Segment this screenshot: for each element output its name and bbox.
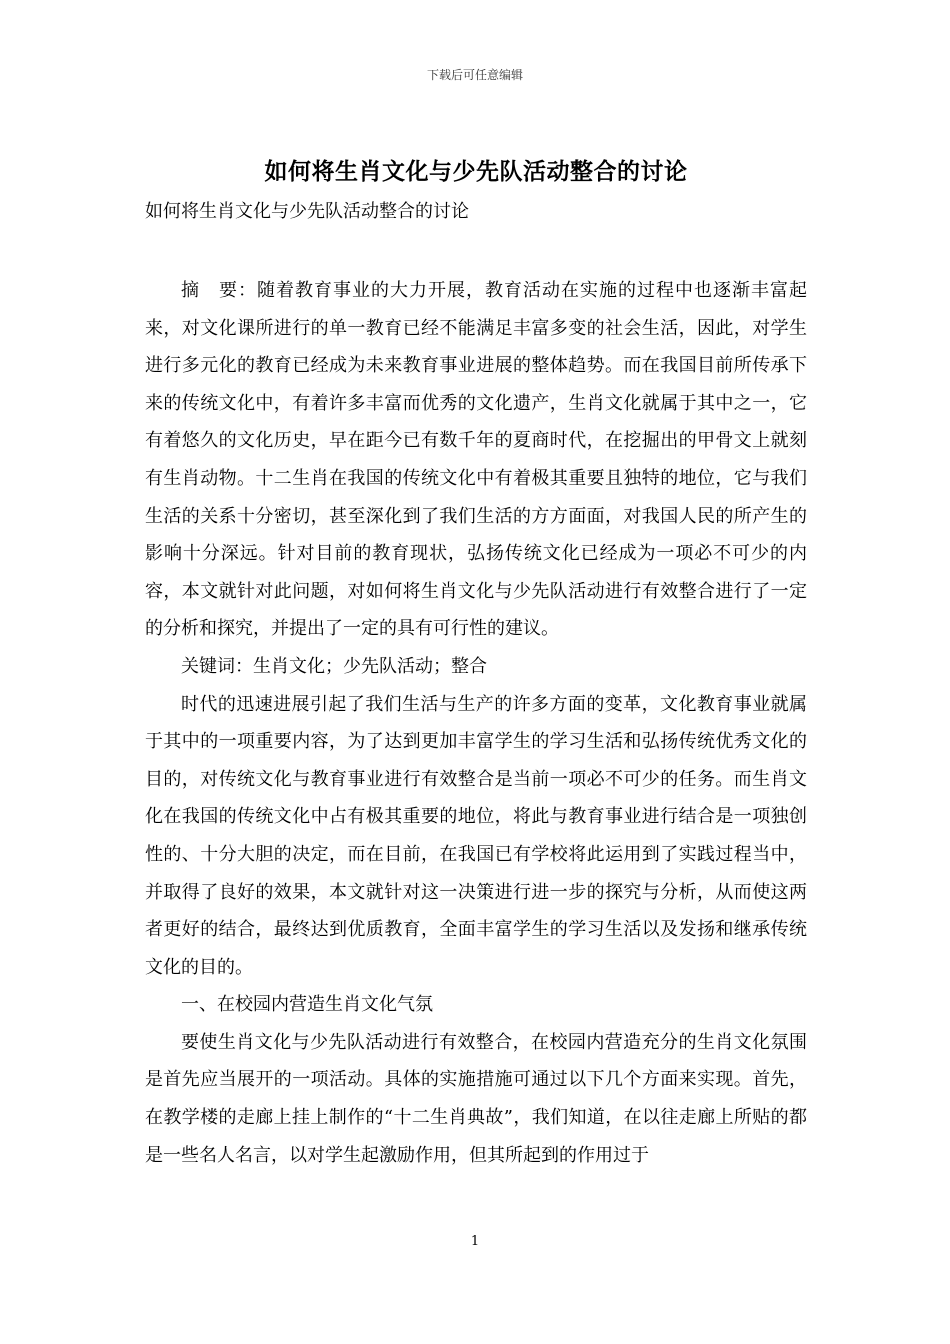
document-title: 如何将生肖文化与少先队活动整合的讨论 xyxy=(264,158,688,185)
page-number: 1 xyxy=(470,1234,480,1249)
keywords-paragraph: 关键词：生肖文化；少先队活动；整合 xyxy=(181,655,487,677)
header-note: 下载后可任意编辑 xyxy=(426,68,523,82)
document-subtitle: 如何将生肖文化与少先队活动整合的讨论 xyxy=(145,201,469,222)
document-body xyxy=(145,150,807,1174)
abstract-paragraph: 摘 要：随着教育事业的大力开展，教育活动在实施的过程中也逐渐丰富起来，对文化课所进行的单一教育已经不能满足丰富多变的社会生活，因此，对学生进行多元化的教育已经成为未来教育事业进展的整体趋势。而在我国目前所传承下来的传统文化中，有着许多丰富而优秀的文化遗产，生肖文化就属于其中之一，它有着悠久的文化历史，早在距今已有数千年的夏商时代，在挖掘出的甲骨文上就刻有生肖动物。十二生肖在我国的传统文化中有着极其重要且独特的地位，它与我们生活的关系十分密切，甚至深化到了我们生活的方方面面，对我国人民的所产生的影响十分深远。针对目前的教育现状，弘扬传统文化已经成为一项必不可少的内容，本文就针对此问题，对如何将生肖文化与少先队活动进行有效整合进行了一定的分析和探究，并提出了一定的具有可行性的建议。 xyxy=(145,280,807,640)
intro-paragraph: 时代的迅速进展引起了我们生活与生产的许多方面的变革，文化教育事业就属于其中的一项重要内容，为了达到更加丰富学生的学习生活和弘扬传统优秀文化的目的，对传统文化与教育事业进行有效整合是当前一项必不可少的任务。而生肖文化在我国的传统文化中占有极其重要的地位，将此与教育事业进行结合是一项独创性的、十分大胆的决定，而在目前，在我国已有学校将此运用到了实践过程当中，并取得了良好的效果，本文就针对这一决策进行进一步的探究与分析，从而使这两者更好的结合，最终达到优质教育，全面丰富学生的学习生活以及发扬和继承传统文化的目的。 xyxy=(145,693,807,978)
section-heading-1: 一、在校园内营造生肖文化气氛 xyxy=(181,994,433,1016)
section-paragraph-1: 要使生肖文化与少先队活动进行有效整合，在校园内营造充分的生肖文化氛围是首先应当展开的一项活动。具体的实施措施可通过以下几个方面来实现。首先，在教学楼的走廊上挂上制作的“十二生肖典故”，我们知道，在以往走廊上所贴的都是一些名人名言，以对学生起激励作用，但其所起到的作用过于 xyxy=(145,1031,807,1166)
spacer xyxy=(145,230,807,272)
